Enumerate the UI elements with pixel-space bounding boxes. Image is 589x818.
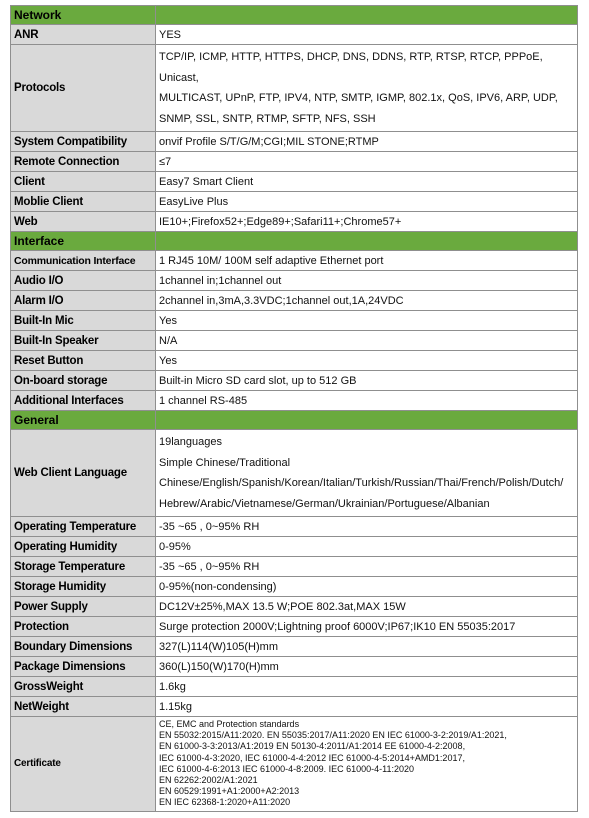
spec-value: 0-95%(non-condensing) [156,577,578,597]
spec-value: 1 channel RS-485 [156,391,578,411]
spec-row-mobile-client [11,192,578,212]
spec-row-additional-interfaces [11,391,578,411]
spec-row-system-compatibility [11,132,578,152]
spec-value: N/A [156,331,578,351]
spec-value: Built-in Micro SD card slot, up to 512 GB [156,371,578,391]
spec-value: 0-95% [156,537,578,557]
spec-key: Web Client Language [11,430,156,517]
spec-key: Web [11,212,156,232]
spec-key: Communication Interface [11,251,156,271]
spec-sheet [10,5,577,812]
spec-value: 327(L)114(W)105(H)mm [156,637,578,657]
spec-value: 1.15kg [156,697,578,717]
spec-key: ANR [11,25,156,45]
spec-key: Operating Humidity [11,537,156,557]
spec-row-web-client-language [11,430,578,517]
spec-row-boundary-dimensions [11,637,578,657]
spec-key: Built-In Mic [11,311,156,331]
spec-row-certificate [11,717,578,812]
spec-value: Easy7 Smart Client [156,172,578,192]
spec-key: Remote Connection [11,152,156,172]
spec-row-reset-button [11,351,578,371]
spec-row-package-dimensions [11,657,578,677]
spec-row-remote-connection [11,152,578,172]
spec-key: Client [11,172,156,192]
spec-value: IE10+;Firefox52+;Edge89+;Safari11+;Chrome57+ [156,212,578,232]
spec-key: Power Supply [11,597,156,617]
spec-value: Surge protection 2000V;Lightning proof 6000V;IP67;IK10 EN 55035:2017 [156,617,578,637]
section-interface [11,232,578,251]
spec-key: Protocols [11,45,156,132]
spec-key: Storage Humidity [11,577,156,597]
spec-key: Operating Temperature [11,517,156,537]
spec-row-anr [11,25,578,45]
spec-row-storage-humidity [11,577,578,597]
spec-key: Additional Interfaces [11,391,156,411]
spec-row-alarm-io [11,291,578,311]
spec-value: 1.6kg [156,677,578,697]
spec-value: 19languages Simple Chinese/Traditional Chinese/English/Spanish/Korean/Italian/Turkish/Russian/Thai/French/Polish/Dutch/ Hebrew/Arabic/Vietnamese/German/Ukrainian/Portuguese/Albanian [156,430,578,517]
section-title: Network [11,6,156,25]
spec-key: Protection [11,617,156,637]
spec-row-operating-humidity [11,537,578,557]
spec-value: -35 ~65 , 0~95% RH [156,517,578,537]
spec-row-gross-weight [11,677,578,697]
spec-key: Alarm I/O [11,291,156,311]
spec-value: DC12V±25%,MAX 13.5 W;POE 802.3at,MAX 15W [156,597,578,617]
spec-value: 1channel in;1channel out [156,271,578,291]
spec-row-protocols [11,45,578,132]
spec-value: YES [156,25,578,45]
spec-value: TCP/IP, ICMP, HTTP, HTTPS, DHCP, DNS, DDNS, RTP, RTSP, RTCP, PPPoE, Unicast, MULTICAST, UPnP, FTP, IPV4, NTP, SMTP, IGMP, 802.1x, QoS, IPV6, ARP, UDP, SNMP, SSL, SNTP, RTMP, SFTP, NFS, SSH [156,45,578,132]
spec-value: -35 ~65 , 0~95% RH [156,557,578,577]
spec-key: Storage Temperature [11,557,156,577]
spec-value: ≤7 [156,152,578,172]
spec-row-audio-io [11,271,578,291]
spec-key: Boundary Dimensions [11,637,156,657]
spec-row-client [11,172,578,192]
spec-row-built-in-speaker [11,331,578,351]
spec-value: CE, EMC and Protection standards EN 55032:2015/A11:2020. EN 55035:2017/A11:2020 EN IEC 61000-3-2:2019/A1:2021, EN 61000-3-3:2013/A1:2019 EN 50130-4:2011/A1:2014 EE 61000-4-2:2008, IEC 61000-4-3:2020, IEC 61000-4-4:2012 IEC 61000-4-5:2014+AMD1:2017, IEC 61000-4-6:2013 IEC 61000-4-8:2009. IEC 61000-4-11:2020 EN 62262:2002/A1:2021 EN 60529:1991+A1:2000+A2:2013 EN IEC 62368-1:2020+A11:2020 [156,717,578,812]
section-network [11,6,578,25]
spec-key: Moblie Client [11,192,156,212]
spec-row-operating-temperature [11,517,578,537]
spec-value: Yes [156,351,578,371]
spec-value: 2channel in,3mA,3.3VDC;1channel out,1A,24VDC [156,291,578,311]
spec-row-storage-temperature [11,557,578,577]
spec-row-built-in-mic [11,311,578,331]
spec-key: NetWeight [11,697,156,717]
spec-key: System Compatibility [11,132,156,152]
spec-row-net-weight [11,697,578,717]
spec-key: Audio I/O [11,271,156,291]
spec-row-onboard-storage [11,371,578,391]
spec-row-power-supply [11,597,578,617]
spec-key: GrossWeight [11,677,156,697]
section-general [11,411,578,430]
spec-row-communication-interface [11,251,578,271]
spec-value: onvif Profile S/T/G/M;CGI;MIL STONE;RTMP [156,132,578,152]
spec-table [10,5,578,812]
spec-key: Built-In Speaker [11,331,156,351]
spec-key: Certificate [11,717,156,812]
spec-key: Reset Button [11,351,156,371]
spec-value: 360(L)150(W)170(H)mm [156,657,578,677]
spec-row-web [11,212,578,232]
spec-row-protection [11,617,578,637]
spec-key: Package Dimensions [11,657,156,677]
section-title: Interface [11,232,156,251]
section-title: General [11,411,156,430]
spec-value: EasyLive Plus [156,192,578,212]
spec-value: 1 RJ45 10M/ 100M self adaptive Ethernet port [156,251,578,271]
spec-key: On-board storage [11,371,156,391]
spec-value: Yes [156,311,578,331]
